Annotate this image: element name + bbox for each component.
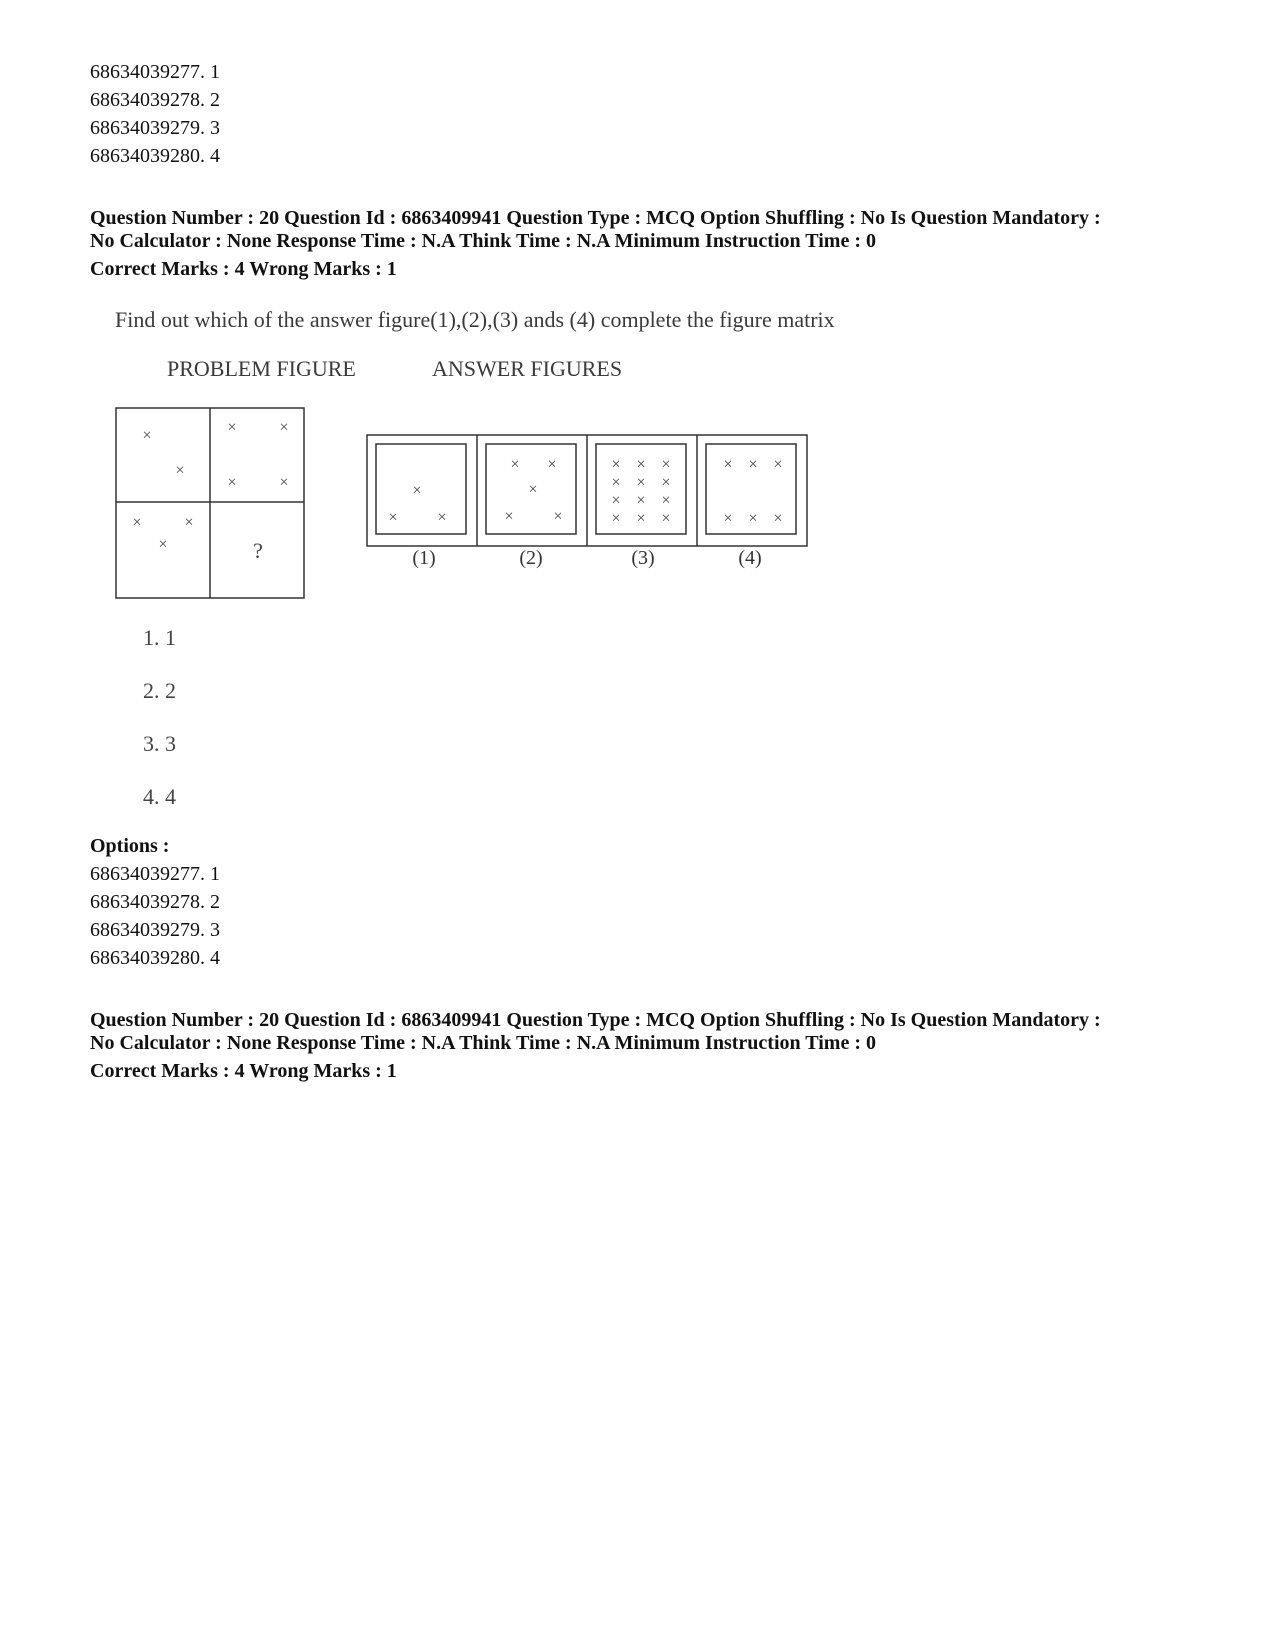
option-id: 68634039279 xyxy=(90,117,200,139)
choice-item: 3. 3 xyxy=(143,731,176,756)
option-value: 2 xyxy=(210,89,220,111)
cross-mark: × xyxy=(227,419,237,436)
marks-line: Correct Marks : 4 Wrong Marks : 1 xyxy=(90,1060,397,1082)
cross-mark: × xyxy=(175,462,185,479)
option-row: 68634039279. 3 xyxy=(90,117,220,139)
cross-mark: × xyxy=(636,474,646,491)
option-id: 68634039277 xyxy=(90,61,200,83)
option-value: 4 xyxy=(210,145,220,167)
cross-mark: × xyxy=(279,474,289,491)
option-row: 68634039280. 4 xyxy=(90,947,220,969)
cross-mark: × xyxy=(227,474,237,491)
cross-mark: × xyxy=(611,510,621,527)
cross-mark: × xyxy=(636,510,646,527)
option-row: 68634039278. 2 xyxy=(90,89,220,111)
option-row: 68634039278. 2 xyxy=(90,891,220,913)
cross-mark: × xyxy=(661,492,671,509)
answer-caption: (2) xyxy=(519,547,543,569)
cross-mark: × xyxy=(547,456,557,473)
cross-mark: × xyxy=(611,456,621,473)
question-meta-line: Question Number : 20 Question Id : 6863409941 Question Type : MCQ Option Shuffling : No Is Question Mandatory : xyxy=(90,1009,1101,1031)
cross-mark: × xyxy=(773,510,783,527)
option-id: 68634039280 xyxy=(90,145,200,167)
answer-figures-label: ANSWER FIGURES xyxy=(432,356,623,381)
choice-item: 4. 4 xyxy=(143,784,176,809)
option-id: 68634039277 xyxy=(90,863,200,885)
cross-mark: × xyxy=(748,456,758,473)
option-value: 3 xyxy=(210,117,220,139)
option-value: 1 xyxy=(210,61,220,83)
cross-mark: × xyxy=(412,482,422,499)
question-mark: ? xyxy=(253,538,263,563)
option-value: 1 xyxy=(210,863,220,885)
cross-mark: × xyxy=(611,474,621,491)
option-id: 68634039278 xyxy=(90,89,200,111)
question-meta-line: No Calculator : None Response Time : N.A Think Time : N.A Minimum Instruction Time : 0 xyxy=(90,230,876,252)
marks-line: Correct Marks : 4 Wrong Marks : 1 xyxy=(90,258,397,280)
answer-caption: (1) xyxy=(412,547,436,569)
question-meta-line: Question Number : 20 Question Id : 6863409941 Question Type : MCQ Option Shuffling : No Is Question Mandatory : xyxy=(90,207,1101,229)
cross-mark: × xyxy=(279,419,289,436)
problem-figure-label: PROBLEM FIGURE xyxy=(167,356,356,381)
option-row: 68634039280. 4 xyxy=(90,145,220,167)
option-value: 2 xyxy=(210,891,220,913)
question-meta-line: No Calculator : None Response Time : N.A Think Time : N.A Minimum Instruction Time : 0 xyxy=(90,1032,876,1054)
cross-mark: × xyxy=(661,510,671,527)
option-value: 4 xyxy=(210,947,220,969)
cross-mark: × xyxy=(636,492,646,509)
option-row: 68634039277. 1 xyxy=(90,61,220,83)
option-value: 3 xyxy=(210,919,220,941)
options-label: Options : xyxy=(90,835,170,857)
answer-figures xyxy=(362,430,814,575)
cross-mark: × xyxy=(723,456,733,473)
cross-mark: × xyxy=(510,456,520,473)
cross-mark: × xyxy=(723,510,733,527)
option-id: 68634039280 xyxy=(90,947,200,969)
cross-mark: × xyxy=(661,474,671,491)
cross-mark: × xyxy=(661,456,671,473)
cross-mark: × xyxy=(437,509,447,526)
cross-mark: × xyxy=(388,509,398,526)
cross-mark: × xyxy=(158,536,168,553)
choice-item: 1. 1 xyxy=(143,625,176,650)
answer-caption: (3) xyxy=(631,547,655,569)
question-text: Find out which of the answer figure(1),(2),(3) ands (4) complete the figure matrix xyxy=(115,307,835,332)
problem-figure-matrix xyxy=(110,402,314,604)
cross-mark: × xyxy=(611,492,621,509)
cross-mark: × xyxy=(142,427,152,444)
option-id: 68634039278 xyxy=(90,891,200,913)
option-id: 68634039279 xyxy=(90,919,200,941)
cross-mark: × xyxy=(773,456,783,473)
answer-caption: (4) xyxy=(738,547,762,569)
option-row: 68634039279. 3 xyxy=(90,919,220,941)
cross-mark: × xyxy=(132,514,142,531)
choice-item: 2. 2 xyxy=(143,678,176,703)
cross-mark: × xyxy=(504,508,514,525)
cross-mark: × xyxy=(184,514,194,531)
cross-mark: × xyxy=(748,510,758,527)
option-row: 68634039277. 1 xyxy=(90,863,220,885)
cross-mark: × xyxy=(528,481,538,498)
cross-mark: × xyxy=(553,508,563,525)
cross-mark: × xyxy=(636,456,646,473)
